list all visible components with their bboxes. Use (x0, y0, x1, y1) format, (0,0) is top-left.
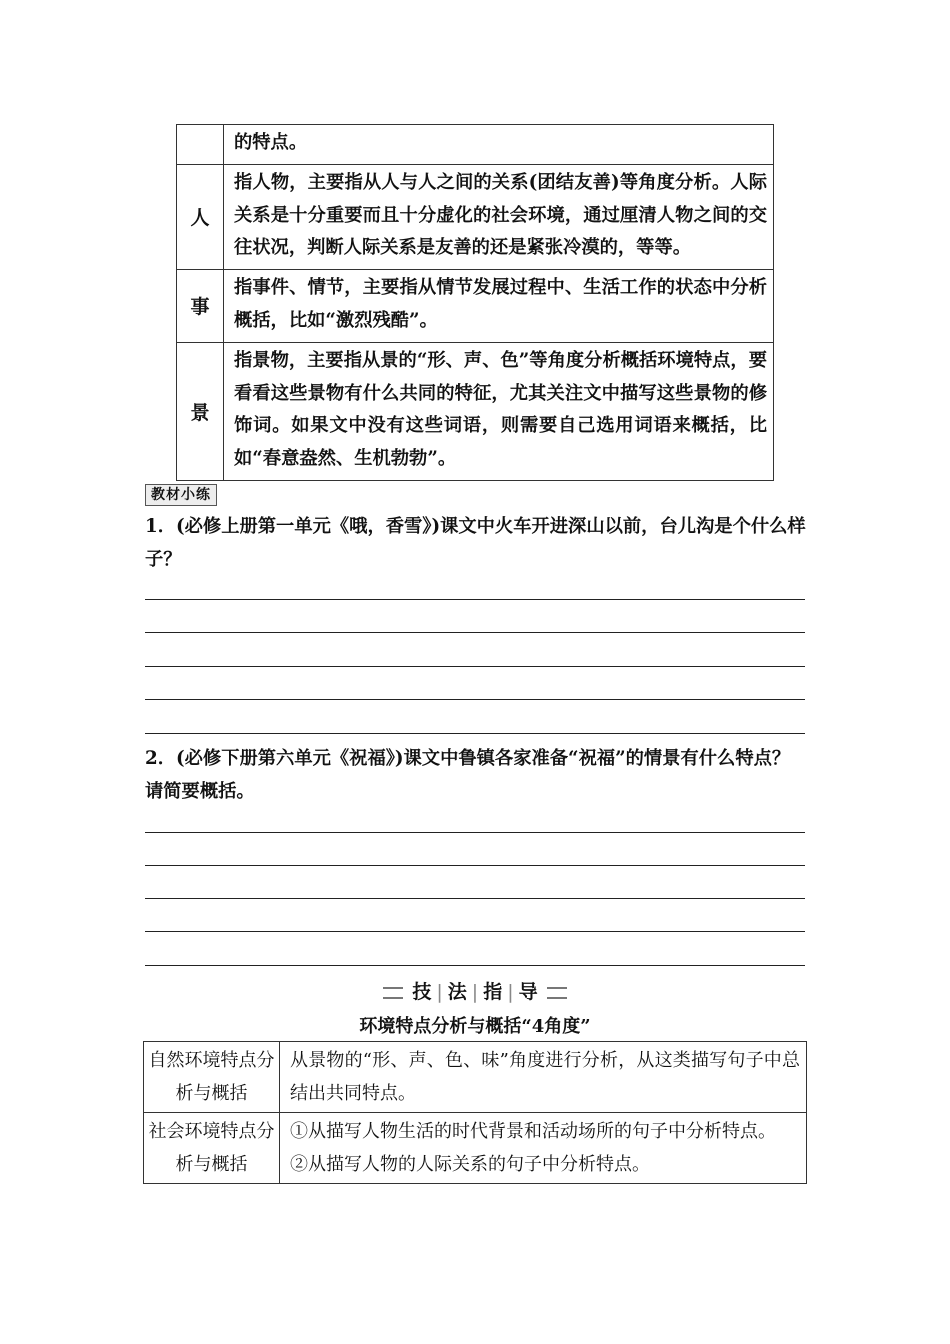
table-row (177, 125, 774, 165)
description-cell: 的特点。 (224, 125, 774, 165)
heading-decoration (383, 987, 403, 999)
category-cell: 事 (177, 270, 224, 343)
category-cell (177, 125, 224, 165)
answer-line (145, 632, 805, 633)
content-line: ①从描写人物生活的时代背景和活动场所的句子中分析特点。 (290, 1121, 776, 1142)
table-row (177, 270, 774, 343)
answer-line (145, 733, 805, 734)
heading-char: 指 (483, 981, 503, 1003)
answer-line (145, 599, 805, 600)
table-row (177, 164, 774, 269)
table-row (144, 1113, 807, 1184)
heading-char: 法 (447, 981, 467, 1003)
section-heading: 技 | 法 | 指 | 导 (0, 977, 950, 1004)
answer-line (145, 666, 805, 667)
practice-badge: 教材小练 (145, 484, 217, 506)
content-cell (280, 1042, 807, 1113)
category-cell: 景 (177, 342, 224, 480)
heading-decoration (547, 987, 567, 999)
answer-line (145, 699, 805, 700)
description-cell: 指景物，主要指从景的“形、声、色”等角度分析概括环境特点，要看看这些景物有什么共同的特征，尤其关注文中描写这些景物的修饰词。如果文中没有这些词语，则需要自己选用词语来概括，比如“春意盎然、生机勃勃”。 (224, 342, 774, 480)
label-cell: 自然环境特点分析与概括 (144, 1042, 280, 1113)
heading-char: 技 (412, 981, 432, 1003)
category-cell: 人 (177, 164, 224, 269)
description-cell: 指人物，主要指从人与人之间的关系(团结友善)等角度分析。人际关系是十分重要而且十分虚化的社会环境，通过厘清人物之间的交往状况，判断人际关系是友善的还是紧张冷漠的，等等。 (224, 164, 774, 269)
answer-line (145, 898, 805, 899)
table-row (144, 1042, 807, 1113)
table-row (177, 342, 774, 480)
heading-char: 导 (518, 981, 538, 1003)
section-subtitle: 环境特点分析与概括“4角度” (359, 1016, 591, 1037)
description-cell: 指事件、情节，主要指从情节发展过程中、生活工作的状态中分析概括，比如“激烈残酷”。 (224, 270, 774, 343)
label-cell: 社会环境特点分析与概括 (144, 1113, 280, 1184)
content-cell (280, 1113, 807, 1184)
question-1: 1．(必修上册第一单元《哦，香雪》)课文中火车开进深山以前，台儿沟是个什么样子？ (145, 516, 806, 570)
answer-line (145, 865, 805, 866)
question-2: 2．(必修下册第六单元《祝福》)课文中鲁镇各家准备“祝福”的情景有什么特点？请简要概括。 (145, 748, 791, 802)
answer-line (145, 931, 805, 932)
content-line: 从景物的“形、声、色、味”角度进行分析，从这类描写句子中总结出共同特点。 (290, 1050, 800, 1104)
content-line: ②从描写人物的人际关系的句子中分析特点。 (290, 1154, 650, 1175)
answer-line (145, 832, 805, 833)
answer-line (145, 965, 805, 966)
environment-factors-table (176, 124, 774, 481)
analysis-angles-table (143, 1041, 807, 1184)
